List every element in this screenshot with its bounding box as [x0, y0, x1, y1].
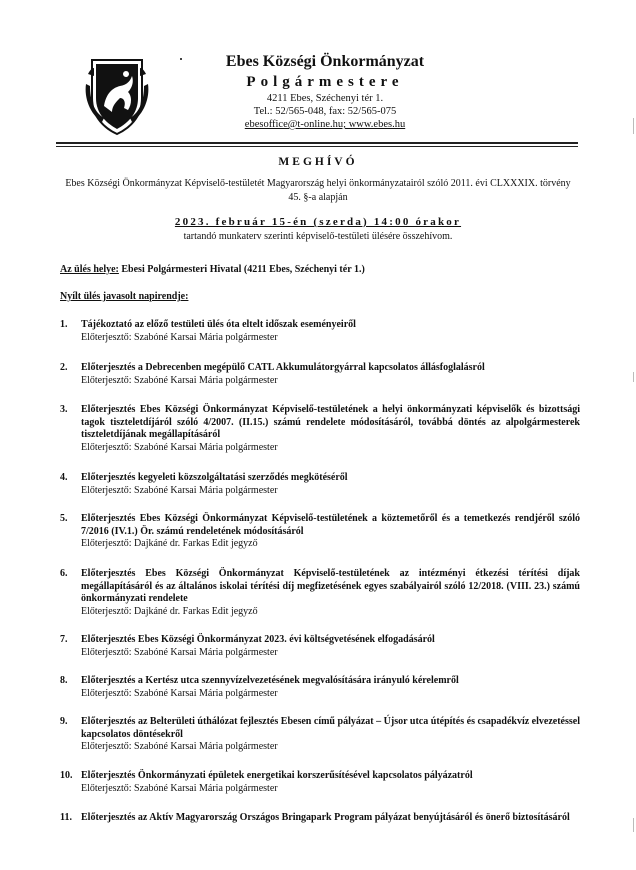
item-presenter: Előterjesztő: Dajkáné dr. Farkas Edit jegyző — [81, 605, 258, 617]
item-title: Előterjesztés a Debrecenben megépülő CATL Akkumulátorgyárral kapcsolatos állásfoglalásról — [81, 362, 485, 373]
item-presenter: Előterjesztő: Szabóné Karsai Mária polgármester — [81, 646, 278, 658]
item-number: 2. — [60, 362, 68, 373]
agenda-item — [60, 472, 580, 497]
item-number: 3. — [60, 404, 68, 415]
agenda-item — [60, 404, 580, 454]
agenda-item — [60, 319, 580, 344]
contact-links[interactable]: ebesoffice@t-online.hu; www.ebes.hu — [244, 119, 406, 130]
item-title: Előterjesztés az Belterületi úthálózat fejlesztés Ebesen című pályázat – Újsor utca útépítés és csapadékvíz elvezetéssel kapcsolatos döntésekről — [81, 716, 580, 740]
item-presenter: Előterjesztő: Szabóné Karsai Mária polgármester — [81, 741, 278, 752]
municipal-crest-icon — [82, 54, 152, 136]
phone-line: Tel.: 52/565-048, fax: 52/565-075 — [253, 106, 397, 117]
agenda-item — [60, 362, 580, 387]
agenda-item — [60, 568, 580, 618]
org-name: Ebes Községi Önkormányzat — [225, 53, 425, 70]
item-number: 4. — [60, 472, 68, 483]
item-presenter: Előterjesztő: Szabóné Karsai Mária polgármester — [81, 687, 278, 699]
agenda-item — [60, 770, 580, 795]
item-number: 5. — [60, 513, 68, 524]
agenda-item — [60, 716, 580, 754]
office-title: Polgármestere — [246, 74, 404, 90]
item-presenter: Előterjesztő: Dajkáné dr. Farkas Edit jegyző — [81, 538, 258, 549]
agenda-item — [60, 513, 580, 551]
venue-value: Ebesi Polgármesteri Hivatal (4211 Ebes, Széchenyi tér 1.) — [118, 264, 365, 275]
item-presenter: Előterjesztő: Szabóné Karsai Mária polgármester — [81, 441, 278, 453]
agenda-item — [60, 812, 580, 825]
item-presenter: Előterjesztő: Szabóné Karsai Mária polgármester — [81, 782, 278, 794]
item-title: Előterjesztés Ebes Községi Önkormányzat Képviselő-testületének a köztemetőről és a temetkezés rendjéről szóló 7/2016 (IV.1.) Ör. számú rendeletének módosításáról — [81, 513, 580, 537]
item-number: 7. — [60, 634, 68, 645]
item-title: Előterjesztés Önkormányzati épületek energetikai korszerűsítésével kapcsolatos pályázatról — [81, 770, 473, 781]
meeting-date-sub: tartandó munkaterv szerinti képviselő-testületi ülésére összehívom. — [183, 231, 453, 242]
item-presenter: Előterjesztő: Szabóné Karsai Mária polgármester — [81, 331, 278, 343]
document-title: MEGHÍVÓ — [278, 156, 358, 168]
item-title: Előterjesztés Ebes Községi Önkormányzat 2023. évi költségvetésének elfogadásáról — [81, 634, 435, 645]
venue-line — [60, 264, 365, 275]
agenda-title: Nyílt ülés javasolt napirendje: — [60, 291, 189, 302]
venue-label: Az ülés helye: — [60, 264, 119, 275]
agenda-item — [60, 675, 580, 700]
scan-edge-mark — [633, 118, 634, 134]
item-title: Előterjesztés a Kertész utca szennyvízelvezetésének megvalósítására irányuló kérelemről — [81, 675, 459, 686]
item-number: 10. — [60, 770, 73, 781]
agenda-item — [60, 634, 580, 659]
item-number: 9. — [60, 716, 68, 727]
item-number: 6. — [60, 568, 68, 579]
item-title: Előterjesztés kegyeleti közszolgáltatási szerződés megkötéséről — [81, 472, 348, 483]
header-divider — [56, 142, 578, 144]
item-presenter: Előterjesztő: Szabóné Karsai Mária polgármester — [81, 374, 278, 386]
item-title: Előterjesztés Ebes Községi Önkormányzat Képviselő-testületének az intézményi étkezési térítési díjak megállapításáról és az általános iskolai térítési díj megfizetésének egyes szabályairól szóló 12/2018. (VIII. 23.) számú önkormányzati rendelete — [81, 568, 580, 604]
item-title: Előterjesztés az Aktív Magyarország Országos Bringapark Program pályázat benyújtásáról és önerő biztosításáról — [81, 812, 570, 823]
item-number: 11. — [60, 812, 72, 823]
meeting-date: 2023. február 15-én (szerda) 14:00 órakor — [174, 216, 462, 228]
intro-paragraph: Ebes Községi Önkormányzat Képviselő-testületét Magyarország helyi önkormányzatairól szóló 2011. évi CLXXXIX. törvény 45. §-a alapján — [65, 178, 571, 203]
scan-edge-mark — [633, 818, 634, 832]
letterhead — [180, 52, 470, 131]
address-line: 4211 Ebes, Széchenyi tér 1. — [266, 93, 384, 104]
item-title: Előterjesztés Ebes Községi Önkormányzat Képviselő-testületének a helyi önkormányzati képviselők és bizottsági tagok tiszteletdíjáról szóló 4/2007. (II.15.) számú rendelete módosításáról, továbbá döntés az alpolgármesterek tiszteletdíjának megállapításáról — [81, 404, 580, 440]
scan-edge-mark — [633, 372, 634, 382]
item-title: Tájékoztató az előző testületi ülés óta eltelt időszak eseményeiről — [81, 319, 356, 330]
item-presenter: Előterjesztő: Szabóné Karsai Mária polgármester — [81, 484, 278, 496]
item-number: 8. — [60, 675, 68, 686]
item-number: 1. — [60, 319, 68, 330]
header-divider-thin — [56, 146, 578, 147]
